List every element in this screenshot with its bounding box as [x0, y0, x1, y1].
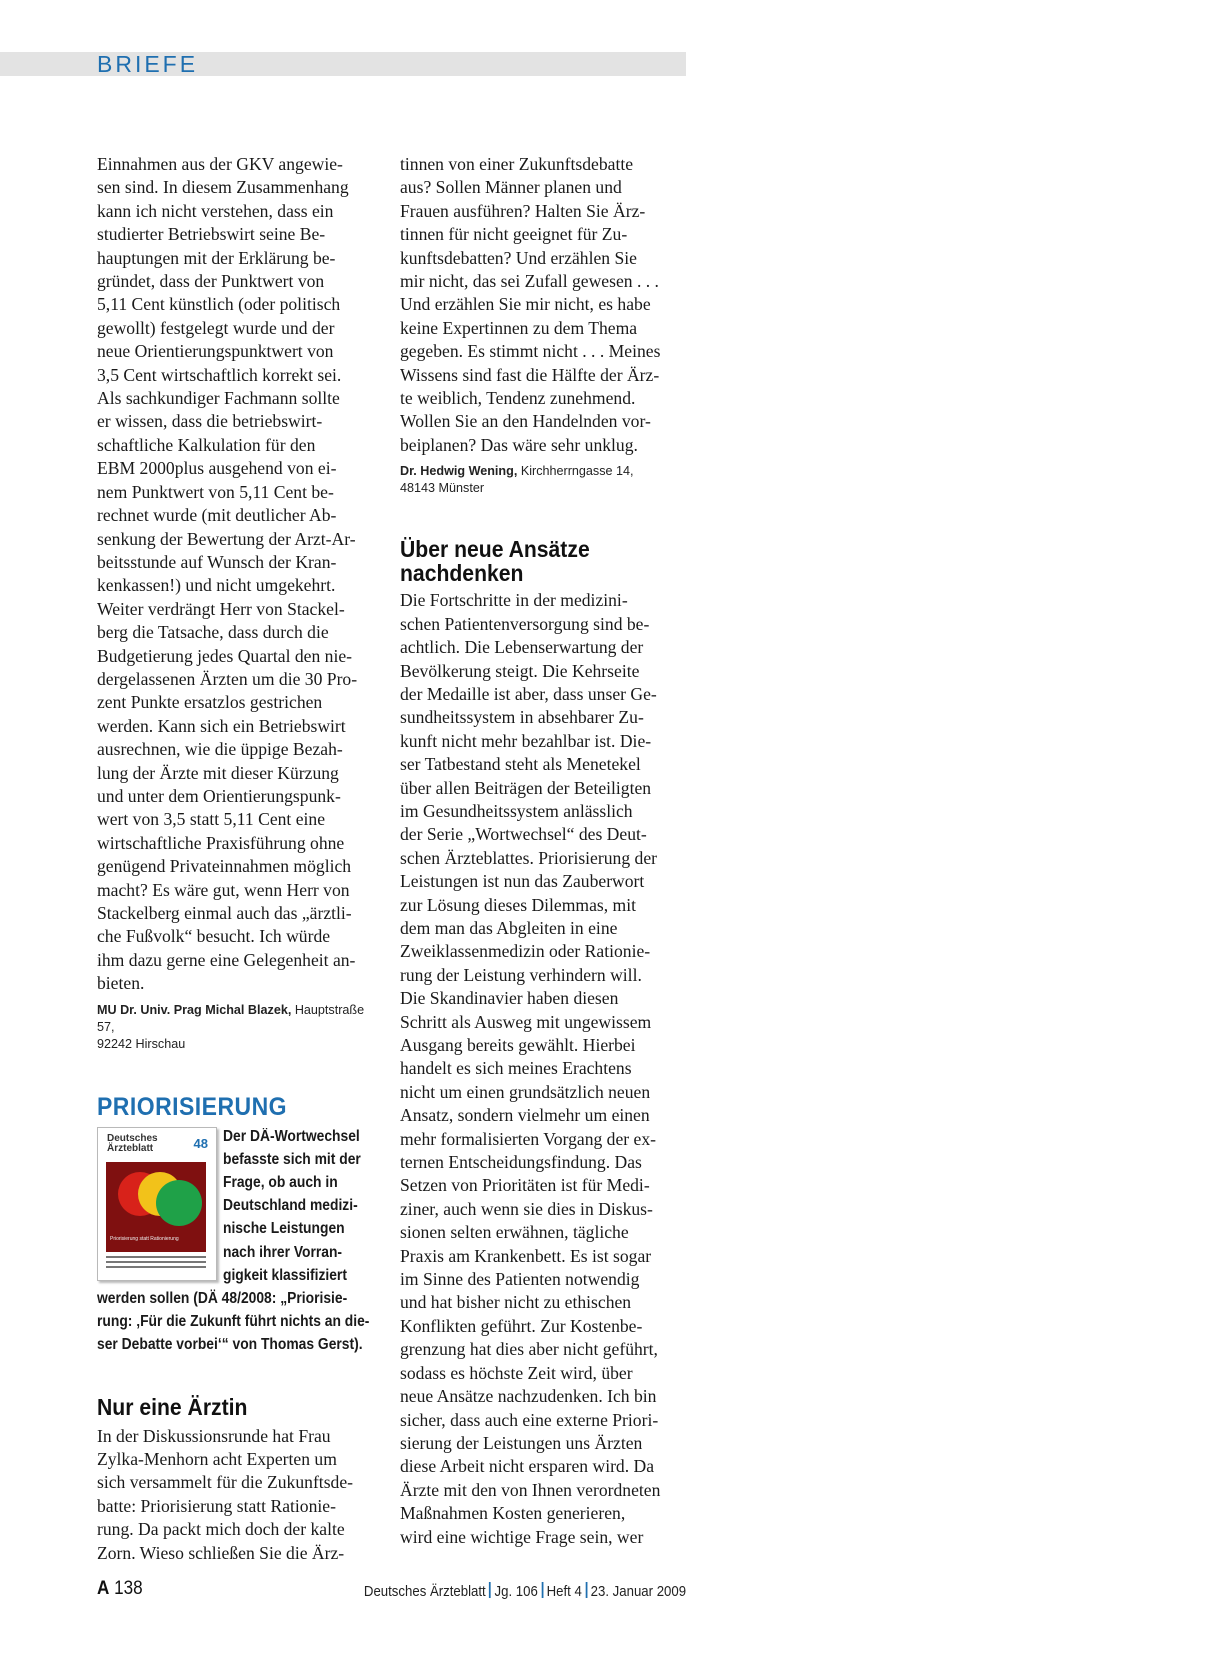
- letter-3-line: handelt es sich meines Erachtens: [400, 1058, 632, 1079]
- letter-1-address: Hauptstraße 57,: [97, 1002, 365, 1034]
- letter-3-line: sodass es höchste Zeit wird, über: [400, 1362, 633, 1383]
- letter-3-line: nicht um einen grundsätzlich neuen: [400, 1081, 651, 1102]
- letter-1-line: er wissen, dass die betriebswirt-: [97, 411, 323, 432]
- letter-3-line: ser Tatbestand steht als Menetekel: [400, 754, 641, 775]
- letter-1-line: Weiter verdrängt Herr von Stackel-: [97, 598, 345, 619]
- letter-2-signature: [400, 463, 684, 497]
- letter-2-line: Und erzählen Sie mir nicht, es habe: [400, 294, 651, 315]
- letter-1-line: werden. Kann sich ein Betriebswirt: [97, 715, 346, 736]
- letter-1-line: studierter Betriebswirt seine Be-: [97, 224, 326, 245]
- intro-block: [97, 1125, 397, 1357]
- letter-3-line: neue Ansätze nachzudenken. Ich bin: [400, 1386, 657, 1407]
- letter-1-text: [97, 153, 381, 996]
- letter-1-line: dergelassenen Ärzten um die 30 Pro-: [97, 668, 358, 689]
- letter-2-author: Dr. Hedwig Wening,: [400, 464, 518, 479]
- letter-2-line: keine Expertinnen zu dem Thema: [400, 317, 638, 338]
- letter-3-line: Zweiklassenmedizin oder Rationie-: [400, 941, 651, 962]
- page-number: [97, 1578, 143, 1600]
- letter-1-line: ihm dazu gerne eine Gelegenheit an-: [97, 949, 356, 970]
- letter-2-line: kunftsdebatten? Und erzählen Sie: [400, 247, 637, 268]
- letter-1-city: 92242 Hirschau: [97, 1036, 186, 1051]
- letter-3-line: Die Skandinavier haben diesen: [400, 988, 619, 1009]
- letter-1-line: senkung der Bewertung der Arzt-Ar-: [97, 528, 356, 549]
- intro-line: werden sollen (DÄ 48/2008: „Priorisie-: [97, 1290, 348, 1308]
- letter-1-line: beitsstunde auf Wunsch der Kran-: [97, 551, 337, 572]
- letter-3-line: sundheitssystem in absehbarer Zu-: [400, 707, 644, 728]
- letter-3-title-line-2: nachdenken: [400, 560, 524, 587]
- intro-line: rung: ‚Für die Zukunft führt nichts an die-: [97, 1313, 370, 1331]
- intro-line: Frage, ob auch in: [223, 1174, 338, 1192]
- footer-separator: [541, 1582, 543, 1598]
- letter-1-line: kann ich nicht verstehen, dass ein: [97, 200, 334, 221]
- letter-1-line: schaftliche Kalkulation für den: [97, 434, 316, 455]
- intro-line: Deutschland medizi-: [223, 1197, 358, 1215]
- letter-1-line: Stackelberg einmal auch das „ärztli-: [97, 903, 352, 923]
- letter-1-line: EBM 2000plus ausgehend von ei-: [97, 458, 337, 479]
- letter-2-line: Frauen ausführen? Halten Sie Ärz-: [400, 200, 646, 221]
- letter-3-line: der Medaille ist aber, dass unser Ge-: [400, 683, 657, 704]
- intro-line: ser Debatte vorbei‘“ von Thomas Gerst).: [97, 1336, 363, 1354]
- letter-3-line: Bevölkerung steigt. Die Kehrseite: [400, 660, 640, 681]
- letter-1-line: neue Orientierungspunktwert von: [97, 341, 334, 362]
- letter-1-line: gründet, dass der Punktwert von: [97, 271, 325, 292]
- footer-journal: Deutsches Ärzteblatt: [363, 1583, 486, 1600]
- letter-1-line: ausrechnen, wie die üppige Bezah-: [97, 739, 343, 760]
- letter-2-city: 48143 Münster: [400, 481, 485, 496]
- letter-2-line: In der Diskussionsrunde hat Frau: [97, 1425, 331, 1446]
- letter-1-line: Als sachkundiger Fachmann sollte: [97, 388, 340, 409]
- letter-1-line: 5,11 Cent künstlich (oder politisch: [97, 294, 341, 315]
- footer-separator: [585, 1582, 587, 1598]
- letter-1-line: nem Punktwert von 5,11 Cent be-: [97, 481, 334, 502]
- letter-3-line: rung der Leistung verhindern will.: [400, 964, 642, 985]
- letter-3-text: [400, 589, 684, 1549]
- letter-2-line: te weiblich, Tendenz zunehmend.: [400, 388, 636, 409]
- letter-3-line: Ärzte mit den von Ihnen verordneten: [400, 1479, 661, 1500]
- letter-3-line: Ausgang bereits gewählt. Hierbei: [400, 1035, 636, 1055]
- letter-1-line: genügend Privateinnahmen möglich: [97, 856, 352, 877]
- letter-1-author: MU Dr. Univ. Prag Michal Blazek,: [97, 1002, 292, 1017]
- letter-1-line: gewollt) festgelegt wurde und der: [97, 317, 335, 338]
- intro-line: Der DÄ-Wortwechsel: [223, 1127, 360, 1145]
- cover-issue: 48: [193, 1135, 208, 1151]
- letter-2-line: aus? Sollen Männer planen und: [400, 177, 622, 198]
- letter-1-line: lung der Ärzte mit dieser Kürzung: [97, 762, 339, 783]
- letter-3-line: und hat bisher nicht zu ethischen: [400, 1292, 632, 1313]
- letter-3-line: der Serie „Wortwechsel“ des Deut-: [400, 824, 647, 845]
- letter-3-line: kunft nicht mehr bezahlbar ist. Die-: [400, 730, 652, 751]
- rubric-title: PRIORISIERUNG: [97, 1092, 288, 1121]
- footer-date: 23. Januar 2009: [590, 1583, 686, 1600]
- intro-line: befasste sich mit der: [223, 1150, 361, 1168]
- letter-3-line: dem man das Abgleiten in eine: [400, 917, 618, 938]
- letter-1-line: und unter dem Orientierungspunk-: [97, 785, 341, 806]
- letter-3-line: ternen Entscheidungsfindung. Das: [400, 1152, 642, 1173]
- letter-1-line: rechnet wurde (mit deutlicher Ab-: [97, 505, 337, 526]
- letter-1-line: berg die Tatsache, dass durch die: [97, 622, 329, 643]
- letter-2-line: mir nicht, das sei Zufall gewesen . . .: [400, 271, 659, 292]
- letter-1-line: wert von 3,5 statt 5,11 Cent eine: [97, 809, 326, 830]
- left-column: [97, 153, 381, 1565]
- footer-separator: [489, 1582, 491, 1598]
- intro-line: gigkeit klassifiziert: [223, 1266, 347, 1284]
- letter-3-line: Praxis am Krankenbett. Es ist sogar: [400, 1245, 652, 1266]
- footer-volume: Jg. 106: [494, 1583, 538, 1600]
- letter-3-line: Konflikten geführt. Zur Kostenbe-: [400, 1315, 643, 1336]
- letter-1-line: 3,5 Cent wirtschaftlich korrekt sei.: [97, 364, 342, 385]
- letter-3-line: im Gesundheitssystem anlässlich: [400, 800, 633, 821]
- intro-line: nach ihrer Vorran-: [223, 1243, 343, 1261]
- intro-line: nische Leistungen: [223, 1220, 345, 1238]
- letter-3-line: schen Patientenversorgung sind be-: [400, 613, 650, 634]
- letter-3-line: mehr formalisierten Vorgang der ex-: [400, 1128, 657, 1149]
- letter-1-line: wirtschaftliche Praxisführung ohne: [97, 832, 345, 853]
- intro-text: [97, 1125, 380, 1357]
- letter-2-line: Wollen Sie an den Handelnden vor-: [400, 411, 651, 432]
- letter-2-line: gegeben. Es stimmt nicht . . . Meines: [400, 341, 661, 362]
- letter-3-line: grenzung hat dies aber nicht geführt,: [400, 1339, 658, 1360]
- cover-caption: Priorisierung statt Rationierung: [110, 1235, 179, 1242]
- letter-3-line: wird eine wichtige Frage sein, wer: [400, 1526, 644, 1547]
- letter-2-line: Wissens sind fast die Hälfte der Ärz-: [400, 364, 660, 385]
- letter-3-line: ziner, auch wenn sie dies in Diskus-: [400, 1198, 653, 1219]
- letter-3-line: schen Ärzteblattes. Priorisierung der: [400, 847, 657, 868]
- footer-journal-info: [364, 1582, 686, 1600]
- letter-2-line: tinnen von einer Zukunftsdebatte: [400, 154, 634, 174]
- letter-2-address: Kirchherrngasse 14,: [517, 464, 634, 479]
- letter-2-line: beiplanen? Das wäre sehr unklug.: [400, 434, 638, 455]
- section-label: BRIEFE: [97, 51, 199, 77]
- footer-issue: Heft 4: [546, 1583, 582, 1600]
- letter-1-line: Budgetierung jedes Quartal den nie-: [97, 645, 353, 666]
- letter-1-line: sen sind. In diesem Zusammenhang: [97, 177, 349, 198]
- letter-2-text-continued: [400, 153, 684, 457]
- right-column: [400, 153, 684, 1549]
- letter-3-line: sicher, dass auch eine externe Priori-: [400, 1409, 659, 1430]
- letter-1-line: kenkassen!) und nicht umgekehrt.: [97, 575, 336, 596]
- letter-2-line: Zorn. Wieso schließen Sie die Ärz-: [97, 1542, 345, 1563]
- letter-3-line: über allen Beiträgen der Beteiligten: [400, 777, 652, 798]
- letter-3-title-line-1: Über neue Ansätze: [400, 536, 590, 563]
- cover-title: Deutsches Ärzteblatt: [107, 1132, 158, 1154]
- letter-3-line: im Sinne des Patienten notwendig: [400, 1269, 640, 1290]
- letter-1-line: hauptungen mit der Erklärung be-: [97, 247, 336, 268]
- letter-1-line: macht? Es wäre gut, wenn Herr von: [97, 879, 350, 900]
- letter-3-line: zur Lösung dieses Dilemmas, mit: [400, 894, 637, 915]
- letter-3-line: Schritt als Ausweg mit ungewissem: [400, 1011, 652, 1032]
- letter-2-line: batte: Priorisierung statt Rationie-: [97, 1495, 336, 1516]
- page-number-value: 138: [114, 1578, 143, 1599]
- letter-2-line: rung. Da packt mich doch der kalte: [97, 1519, 345, 1540]
- letter-3-line: Setzen von Prioritäten ist für Medi-: [400, 1175, 650, 1196]
- letter-2-line: sich versammelt für die Zukunftsde-: [97, 1472, 354, 1493]
- letter-1-line: che Fußvolk“ besucht. Ich würde: [97, 926, 331, 947]
- letter-3-line: Maßnahmen Kosten generieren,: [400, 1503, 626, 1524]
- letter-1-line: bieten.: [97, 973, 145, 994]
- letter-3-line: Leistungen ist nun das Zauberwort: [400, 871, 645, 892]
- letter-3-line: Die Fortschritte in der medizini-: [400, 590, 628, 611]
- letter-3-line: Ansatz, sondern vielmehr um einen: [400, 1105, 650, 1126]
- letter-3-line: diese Arbeit nicht ersparen wird. Da: [400, 1456, 655, 1477]
- letter-2-text-start: [97, 1425, 381, 1565]
- letter-2-title: Nur eine Ärztin: [97, 1393, 248, 1420]
- letter-1-line: Einnahmen aus der GKV angewie-: [97, 154, 343, 174]
- page-prefix: A: [97, 1578, 110, 1599]
- letter-1-signature: [97, 1002, 381, 1053]
- letter-3-line: sierung der Leistungen uns Ärzten: [400, 1432, 643, 1453]
- letter-3-line: sionen selten erwähnen, tägliche: [400, 1222, 629, 1243]
- letter-2-line: Zylka-Menhorn acht Experten um: [97, 1449, 337, 1470]
- letter-3-title: [400, 537, 661, 585]
- letter-2-line: tinnen für nicht geeignet für Zu-: [400, 224, 628, 245]
- letter-3-line: achtlich. Die Lebenserwartung der: [400, 637, 644, 658]
- letter-1-line: zent Punkte ersatzlos gestrichen: [97, 692, 323, 713]
